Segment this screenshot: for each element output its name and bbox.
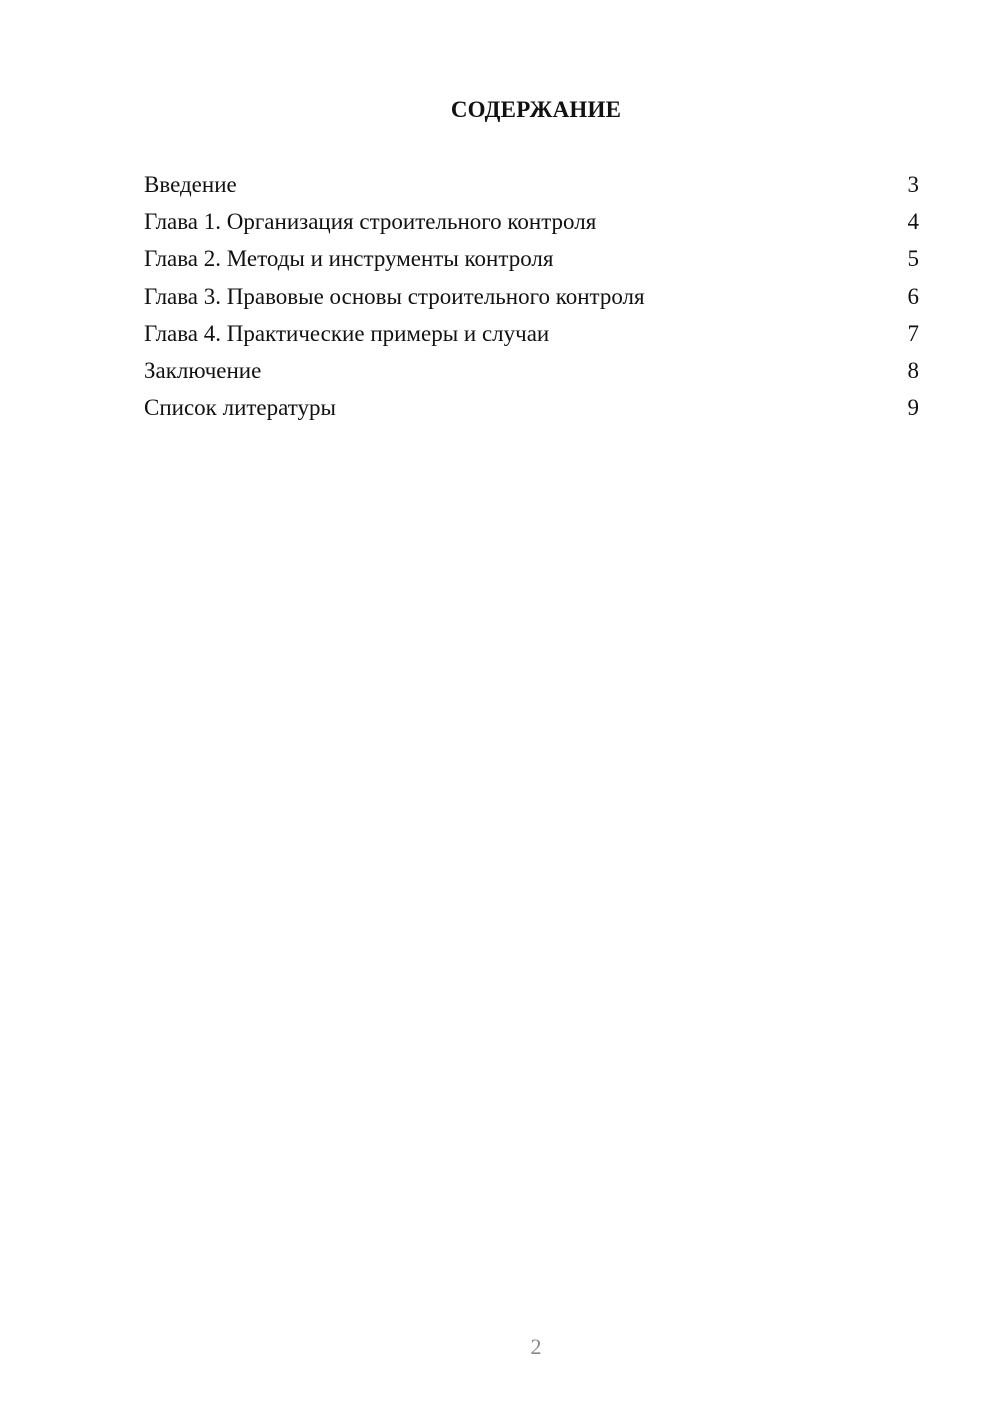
toc-entry-page: 3 (907, 172, 919, 197)
toc-heading: СОДЕРЖАНИЕ (450, 97, 622, 122)
toc-entry-conclusion (144, 356, 919, 393)
toc-entry-page: 8 (907, 357, 919, 383)
toc-entry-title: Список литературы (144, 395, 336, 421)
toc-entry-title: Глава 2. Методы и инструменты контроля (144, 246, 554, 272)
toc-entry-page: 9 (907, 395, 919, 421)
toc-entry-title: Глава 1. Организация строительного контроля (144, 209, 597, 235)
toc-entry-page: 5 (907, 246, 919, 272)
toc-entry-introduction (144, 170, 919, 207)
toc-entry-chapter-4 (144, 319, 919, 356)
toc-entry-chapter-1 (144, 207, 919, 244)
toc-entry-references (144, 393, 919, 430)
toc-entry-page: 7 (907, 320, 919, 346)
table-of-contents (144, 170, 919, 430)
toc-entry-title: Глава 3. Правовые основы строительного контроля (144, 283, 645, 309)
toc-entry-page: 4 (907, 209, 919, 235)
toc-entry-title: Глава 4. Практические примеры и случаи (144, 320, 550, 346)
toc-entry-chapter-2 (144, 244, 919, 281)
toc-entry-page: 6 (907, 283, 919, 309)
page-number: 2 (530, 1334, 542, 1359)
toc-entry-title: Заключение (144, 357, 262, 383)
toc-entry-title: Введение (144, 172, 237, 197)
toc-entry-chapter-3 (144, 282, 919, 319)
